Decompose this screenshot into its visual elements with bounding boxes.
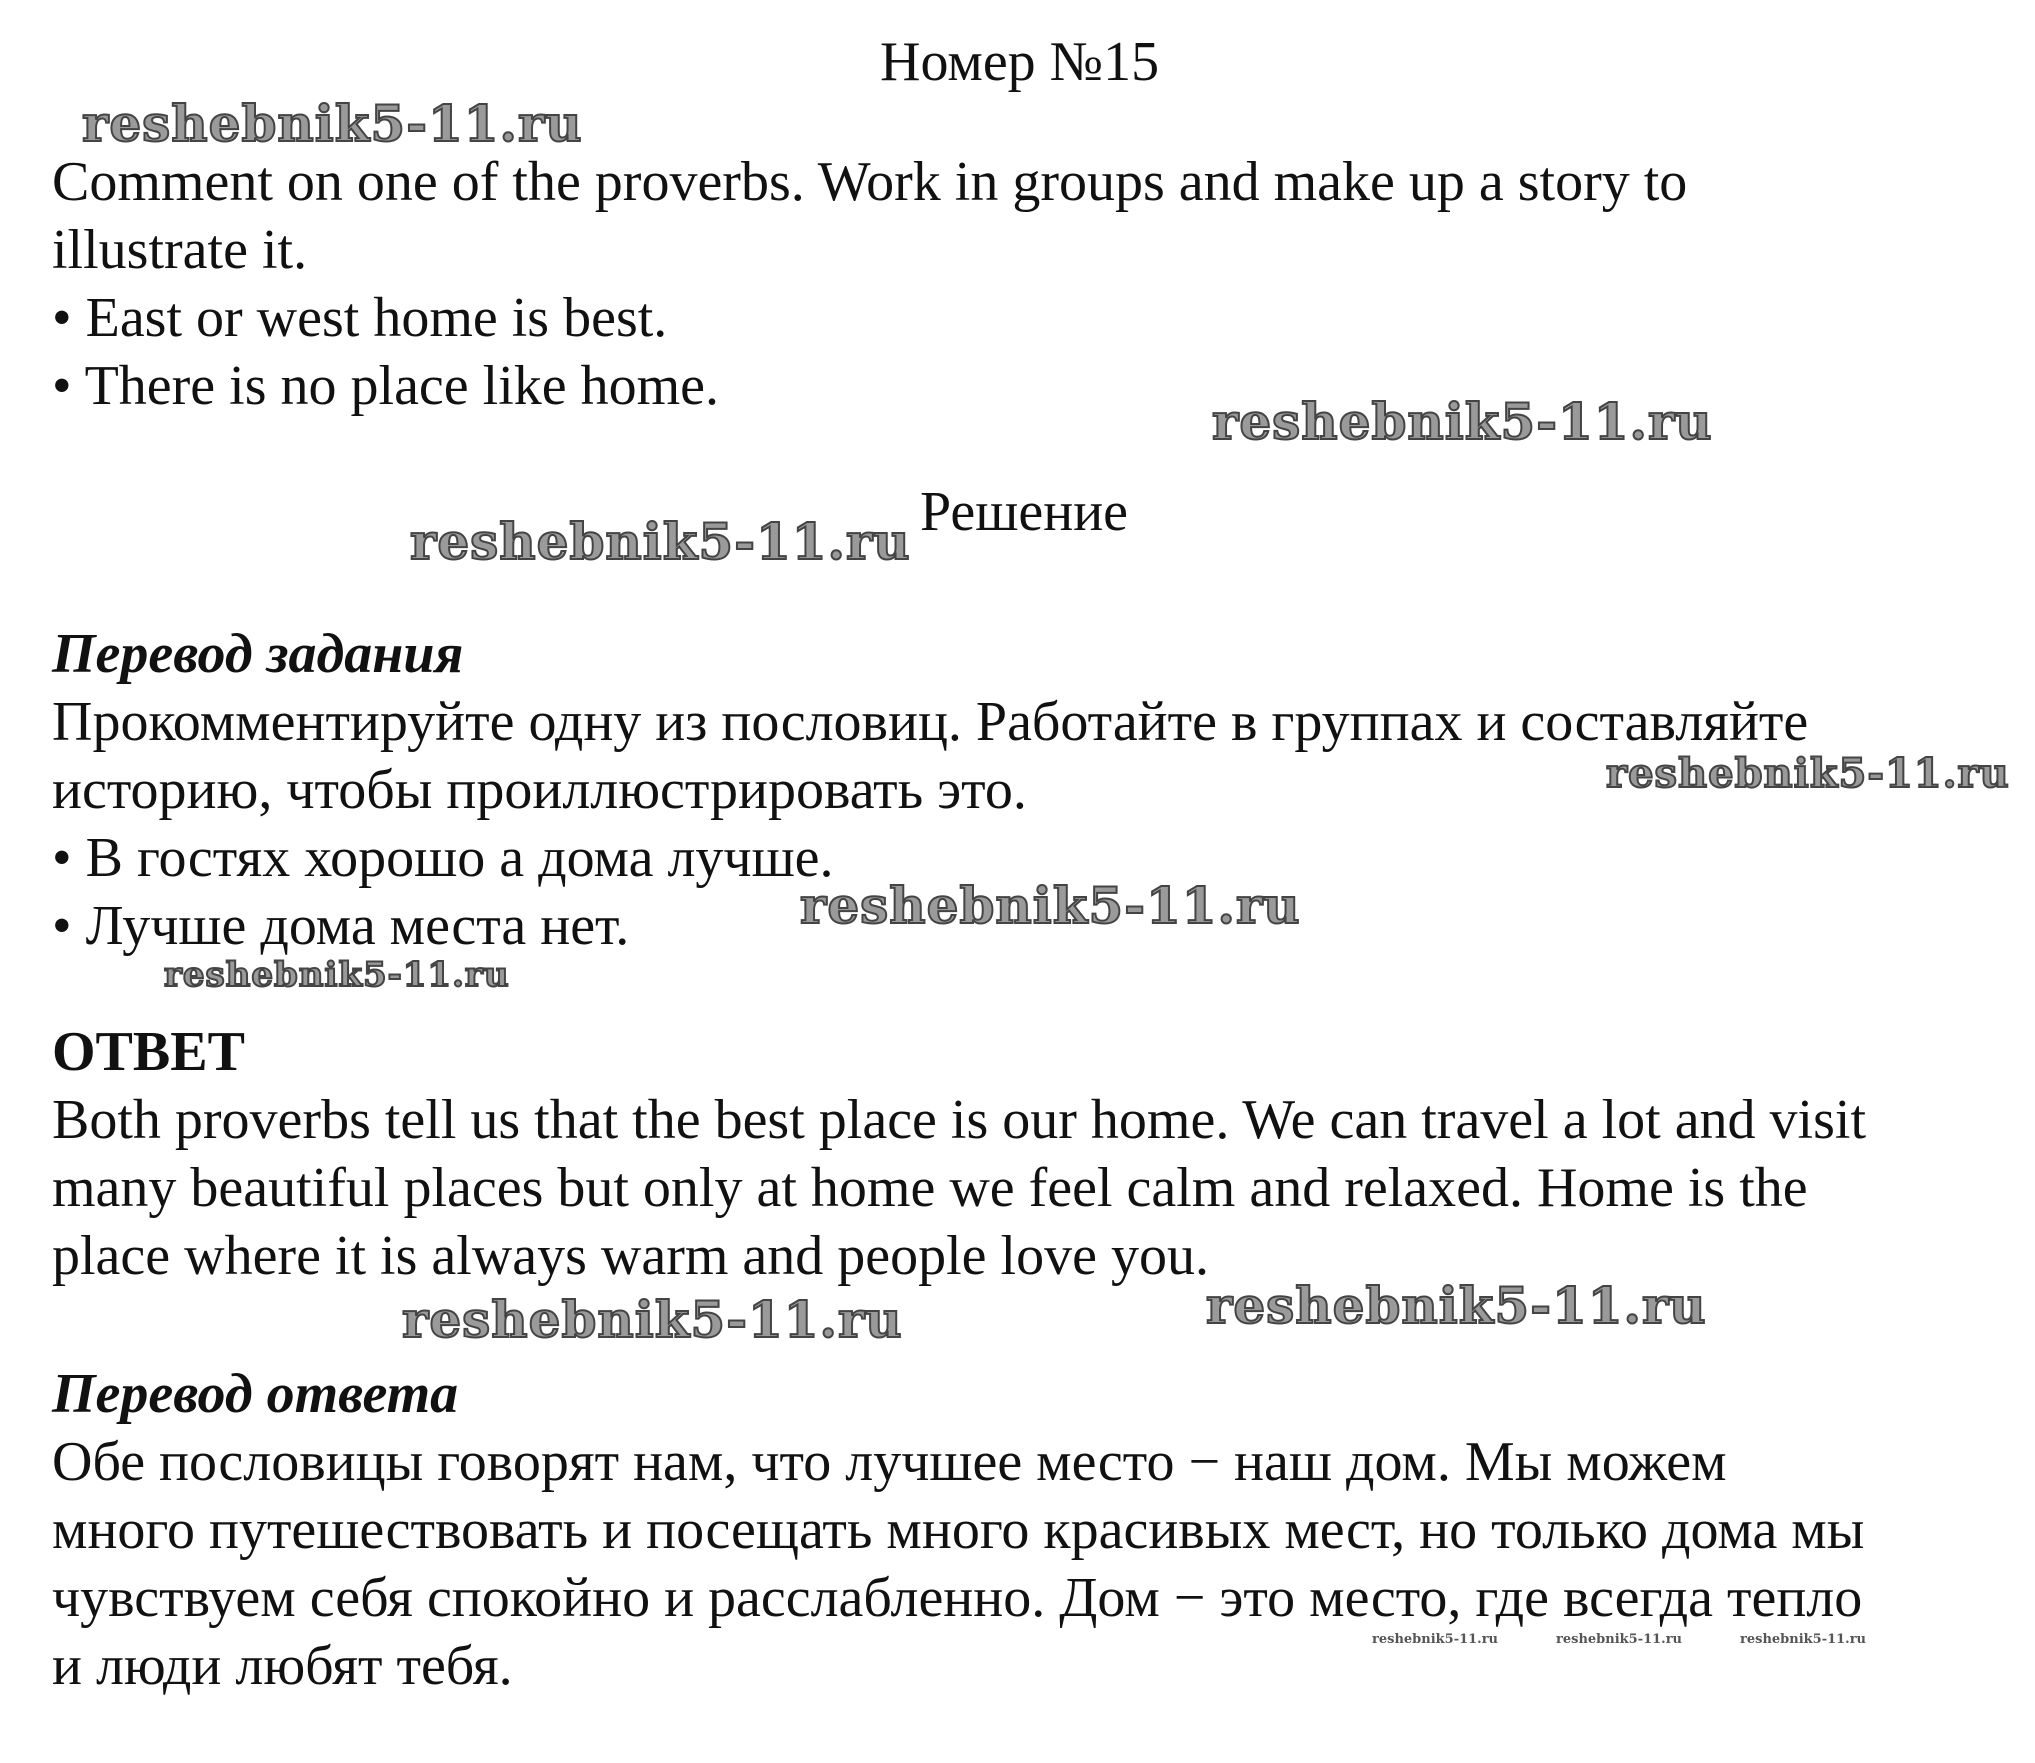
watermark: reshebnik5-11.ru [1206, 1276, 1707, 1335]
task-translation-line-2: историю, чтобы проиллюстрировать это. [52, 759, 1027, 821]
proverb-bullet-1: • East or west home is best. [52, 287, 668, 349]
watermark: reshebnik5-11.ru [82, 94, 583, 153]
answer-heading: ОТВЕТ [52, 1021, 245, 1083]
task-text-line-2: illustrate it. [52, 219, 308, 281]
task-translation-bullet-2: • Лучше дома места нет. [52, 895, 630, 957]
watermark: reshebnik5-11.ru [1606, 750, 2010, 797]
answer-translation-line-1: Обе пословицы говорят нам, что лучшее место − наш дом. Мы можем [52, 1431, 1727, 1493]
task-translation-bullet-1: • В гостях хорошо а дома лучше. [52, 827, 834, 889]
watermark: reshebnik5-11.ru [402, 1290, 903, 1349]
answer-translation-line-3: чувствуем себя спокойно и расслабленно. Дом − это место, где всегда тепло [52, 1567, 1863, 1629]
page-title: Номер №15 [880, 31, 1160, 93]
answer-line-1: Both proverbs tell us that the best place is our home. We can travel a lot and visit [52, 1089, 1867, 1151]
watermark: reshebnik5-11.ru [1740, 1632, 1867, 1647]
watermark: reshebnik5-11.ru [1372, 1632, 1499, 1647]
watermark: reshebnik5-11.ru [1556, 1632, 1683, 1647]
watermark: reshebnik5-11.ru [800, 876, 1301, 935]
answer-line-3: place where it is always warm and people love you. [52, 1225, 1209, 1287]
answer-translation-heading: Перевод ответа [52, 1363, 459, 1425]
solution-heading: Решение [920, 481, 1129, 543]
answer-translation-line-2: много путешествовать и посещать много красивых мест, но только дома мы [52, 1499, 1865, 1561]
answer-line-2: many beautiful places but only at home we feel calm and relaxed. Home is the [52, 1157, 1808, 1219]
proverb-bullet-2: • There is no place like home. [52, 355, 720, 417]
watermark: reshebnik5-11.ru [164, 955, 510, 995]
answer-translation-line-4: и люди любят тебя. [52, 1635, 513, 1697]
task-translation-heading: Перевод задания [52, 623, 464, 685]
watermark: reshebnik5-11.ru [410, 512, 911, 571]
watermark: reshebnik5-11.ru [1212, 392, 1713, 451]
task-text-line-1: Comment on one of the proverbs. Work in groups and make up a story to [52, 151, 1688, 213]
task-translation-line-1: Прокомментируйте одну из пословиц. Работайте в группах и составляйте [52, 691, 1809, 753]
